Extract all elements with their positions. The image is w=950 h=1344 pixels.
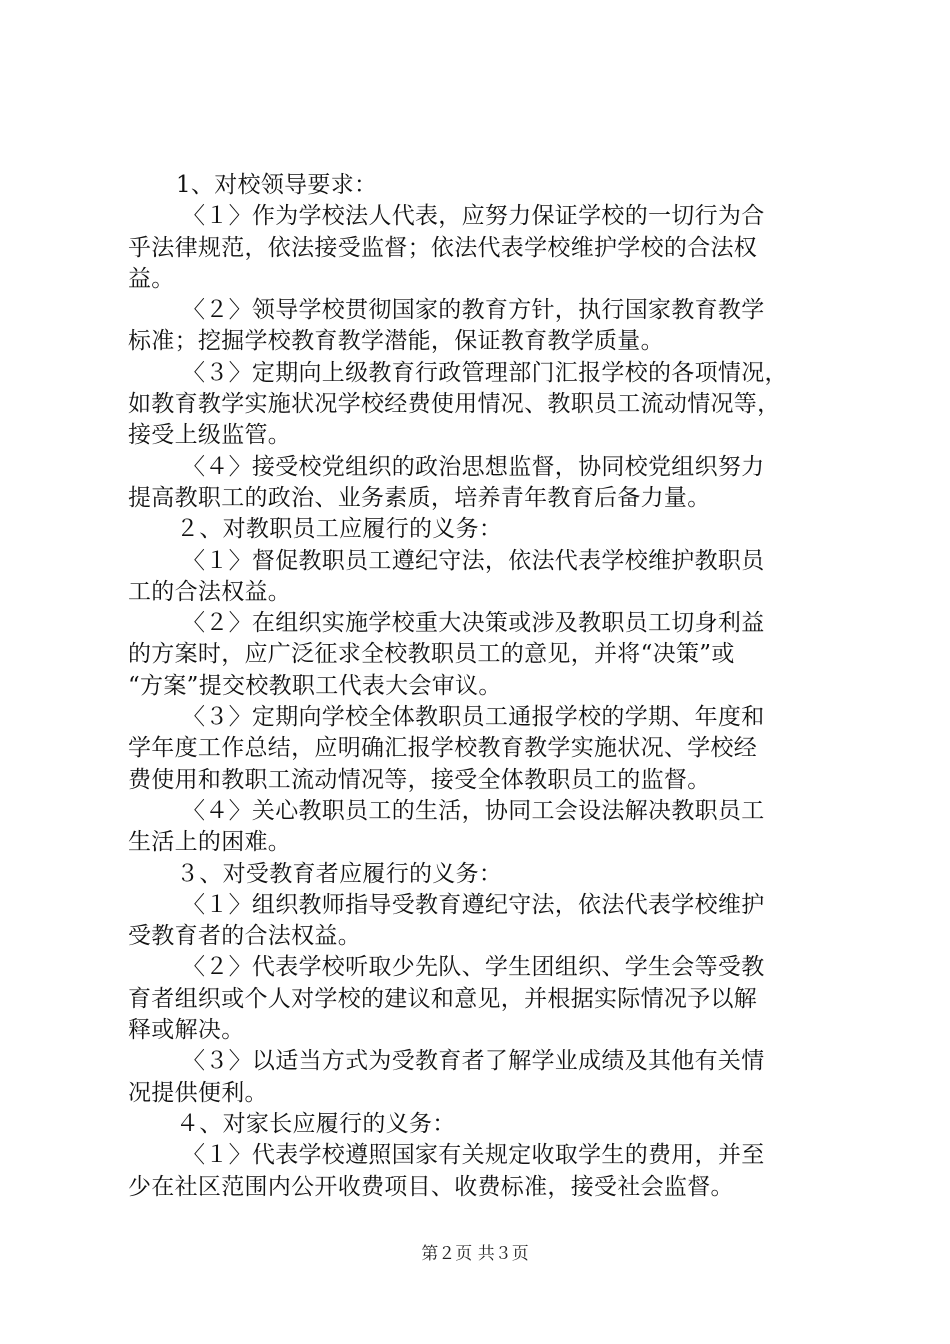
paragraph-line: 标准；挖掘学校教育教学潜能，保证教育教学质量。	[128, 328, 664, 355]
page-number-label: 第２页 共３页	[421, 1244, 529, 1264]
list-item-start: 〈２〉代表学校听取少先队、学生团组织、学生会等受教	[182, 954, 765, 981]
section-heading: 1、对校领导要求：	[176, 172, 378, 198]
paragraph-line: 释或解决。	[128, 1017, 245, 1044]
page-footer	[0, 1243, 950, 1265]
list-item-start: 〈４〉关心教职员工的生活，协同工会设法解决教职员工	[182, 797, 765, 824]
document-body	[128, 170, 838, 1203]
paragraph-line: 况提供便利。	[128, 1079, 268, 1106]
paragraph-line: 受教育者的合法权益。	[128, 923, 361, 950]
paragraph-line: 益。	[128, 265, 175, 292]
paragraph-line: 接受上级监管。	[128, 422, 292, 449]
list-item-start: 〈４〉接受校党组织的政治思想监督，协同校党组织努力	[182, 453, 765, 480]
list-item-start: 〈１〉作为学校法人代表，应努力保证学校的一切行为合	[182, 203, 765, 230]
list-item-start: 〈１〉督促教职员工遵纪守法，依法代表学校维护教职员	[182, 547, 765, 574]
paragraph-line: “方案”提交校教职工代表大会审议。	[128, 672, 502, 699]
paragraph-line: 育者组织或个人对学校的建议和意见，并根据实际情况予以解	[128, 985, 758, 1012]
list-item-start: 〈３〉定期向学校全体教职员工通报学校的学期、年度和	[182, 704, 765, 731]
paragraph-line: 如教育教学实施状况学校经费使用情况、教职员工流动情况等，	[128, 391, 781, 418]
list-item-start: 〈１〉组织教师指导受教育遵纪守法，依法代表学校维护	[182, 891, 765, 918]
list-item-start: 〈２〉领导学校贯彻国家的教育方针，执行国家教育教学	[182, 297, 765, 324]
paragraph-line: 学年度工作总结，应明确汇报学校教育教学实施状况、学校经	[128, 735, 758, 762]
paragraph-line: 费使用和教职工流动情况等，接受全体教职员工的监督。	[128, 766, 711, 793]
list-item-start: 〈２〉在组织实施学校重大决策或涉及教职员工切身利益	[182, 610, 765, 637]
paragraph-line: 工的合法权益。	[128, 578, 292, 605]
section-heading: ２、对教职员工应履行的义务：	[176, 516, 503, 543]
paragraph-line: 提高教职工的政治、业务素质，培养青年教育后备力量。	[128, 484, 711, 511]
list-item-start: 〈３〉定期向上级教育行政管理部门汇报学校的各项情况，	[182, 359, 788, 386]
section-heading: ４、对家长应履行的义务：	[176, 1110, 456, 1137]
list-item-start: 〈３〉以适当方式为受教育者了解学业成绩及其他有关情	[182, 1048, 765, 1075]
paragraph-line: 生活上的困难。	[128, 829, 292, 856]
paragraph-line: 乎法律规范，依法接受监督；依法代表学校维护学校的合法权	[128, 234, 758, 261]
list-item-start: 〈１〉代表学校遵照国家有关规定收取学生的费用，并至	[182, 1142, 765, 1169]
paragraph-line: 的方案时，应广泛征求全校教职员工的意见，并将“决策”或	[128, 641, 735, 668]
paragraph-line: 少在社区范围内公开收费项目、收费标准，接受社会监督。	[128, 1173, 734, 1200]
section-heading: ３、对受教育者应履行的义务：	[176, 860, 503, 887]
